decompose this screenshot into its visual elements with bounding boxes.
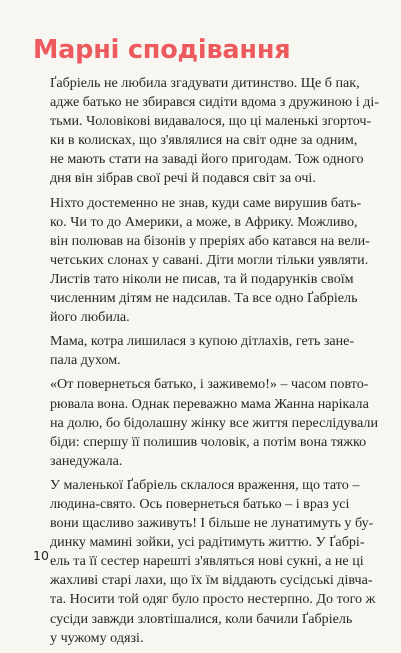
text-line: У маленької Ґабріель склалося враження, що тато –: [50, 476, 360, 493]
text-line: він полював на бізонів у преріях або катався на вели-: [50, 232, 370, 249]
text-line: четських слонах у савані. Діти могли тільки уявляти.: [50, 251, 369, 268]
text-line: «От повернеться батько, і заживемо!» – часом повто-: [50, 376, 369, 393]
text-line: Мама, котра лишилася з купою дітлахів, геть зане-: [50, 333, 355, 350]
paragraph: [33, 476, 377, 648]
chapter-body: [33, 74, 377, 653]
text-line: ель та її сестер нарешті з'являться нові сукні, а не ці: [50, 553, 364, 570]
text-line: людина-свято. Ось повернеться батько – і враз усі: [50, 495, 350, 512]
text-line: його любила.: [50, 309, 130, 326]
text-line: дня він зібрав свої речі й подався світ за очі.: [50, 170, 316, 187]
text-line: у чужому одязі.: [50, 629, 144, 646]
text-line: вони щасливо заживуть! І більше не лунатимуть у бу-: [50, 515, 374, 532]
text-line: Ніхто достеменно не знав, куди саме вирушив бать-: [50, 194, 362, 211]
text-line: біди: спершу її полишив чоловік, а потім вона тяжко: [50, 433, 367, 450]
text-line: та. Носити той одяг було просто нестерпно. До того ж: [50, 591, 376, 608]
chapter-title: Марні сподівання: [33, 35, 291, 65]
text-line: тьми. Чоловікові видавалося, що ці маленькі згорточ-: [50, 113, 372, 130]
paragraph: [33, 194, 377, 328]
text-line: занедужала.: [50, 452, 123, 469]
text-line: динку мамині зойки, усі радітимуть життю. У Ґабрі-: [50, 534, 365, 551]
text-line: Ґабріель не любила згадувати дитинство. Ще б пак,: [50, 75, 360, 91]
text-line: рювала вона. Однак переважно мама Жанна нарікала: [50, 395, 369, 412]
text-line: ко. Чи то до Америки, а може, в Африку. Можливо,: [50, 213, 358, 230]
page-number: 10: [33, 548, 49, 563]
text-line: ки в колисках, що з'являлися на світ одне за одним,: [50, 132, 358, 149]
paragraph: [33, 74, 377, 189]
paragraph: [33, 375, 377, 470]
text-line: не мають стати на заваді його пригодам. Тож одного: [50, 151, 364, 168]
text-line: адже батько не збирався сидіти вдома з дружиною і ді-: [50, 94, 379, 111]
text-line: на долю, бо бідолашну жінку все життя переслідували: [50, 414, 378, 431]
text-line: пала духом.: [50, 352, 121, 369]
text-line: Листів тато ніколи не писав, та й подарунків своїм: [50, 270, 354, 287]
text-line: численним дітям не надсилав. Та все одно Ґабріель: [50, 290, 358, 307]
text-line: сусіди завжди зловтішалися, коли бачили Ґабріель: [50, 610, 353, 627]
text-line: жахливі старі лахи, що їх їм віддають сусідські дівча-: [50, 572, 373, 589]
paragraph: [33, 332, 377, 370]
